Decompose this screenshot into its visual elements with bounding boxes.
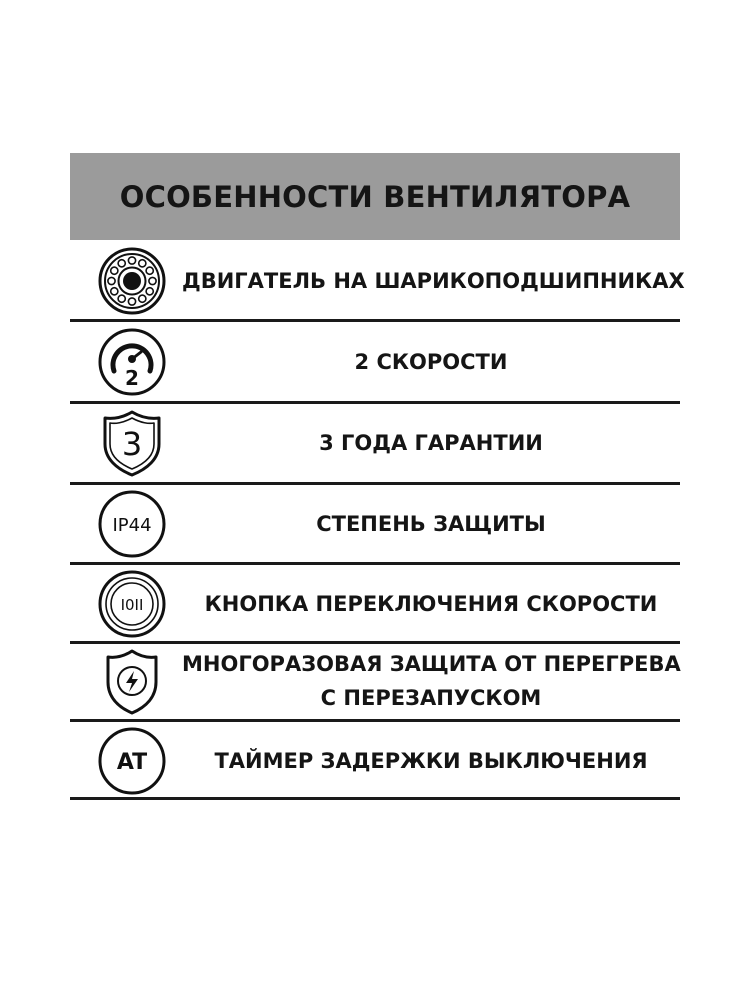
gauge-number: 2: [125, 366, 139, 390]
switch-text: I0II: [120, 596, 144, 614]
feature-row-bearing: [70, 243, 685, 320]
feature-row-timer: [70, 722, 680, 799]
warranty-shield-icon: [97, 408, 167, 478]
timer-text: AT: [116, 750, 148, 775]
two-speed-gauge-icon: [97, 327, 167, 397]
feature-label: 3 ГОДА ГАРАНТИИ: [319, 431, 543, 455]
feature-label: КНОПКА ПЕРЕКЛЮЧЕНИЯ СКОРОСТИ: [204, 592, 658, 616]
feature-label: ДВИГАТЕЛЬ НА ШАРИКОПОДШИПНИКАХ: [182, 269, 685, 293]
feature-row-warranty: [70, 404, 680, 482]
feature-label: ТАЙМЕР ЗАДЕРЖКИ ВЫКЛЮЧЕНИЯ: [214, 749, 648, 773]
feature-row-ip-rating: [70, 485, 680, 563]
feature-label: СТЕПЕНЬ ЗАЩИТЫ: [316, 512, 546, 536]
ip-text: IP44: [112, 515, 152, 536]
warranty-number: 3: [121, 425, 143, 463]
feature-label: 2 СКОРОСТИ: [354, 350, 508, 374]
row-divider: [70, 797, 680, 800]
feature-row-overheat: [70, 644, 680, 720]
feature-label: [182, 647, 680, 715]
ip-rating-icon: [97, 489, 167, 559]
auto-timer-icon: [97, 726, 167, 796]
features-header: [70, 153, 680, 240]
speed-switch-button-icon: [97, 569, 167, 639]
features-title: ОСОБЕННОСТИ ВЕНТИЛЯТОРА: [119, 179, 631, 214]
feature-label-line: МНОГОРАЗОВАЯ ЗАЩИТА ОТ ПЕРЕГРЕВА: [182, 652, 681, 676]
feature-label-line: С ПЕРЕЗАПУСКОМ: [320, 686, 542, 710]
overheat-protection-shield-icon: [97, 647, 167, 717]
feature-row-speeds: [70, 322, 680, 401]
feature-row-speed-button: [70, 565, 680, 643]
ball-bearing-icon: [97, 246, 167, 316]
